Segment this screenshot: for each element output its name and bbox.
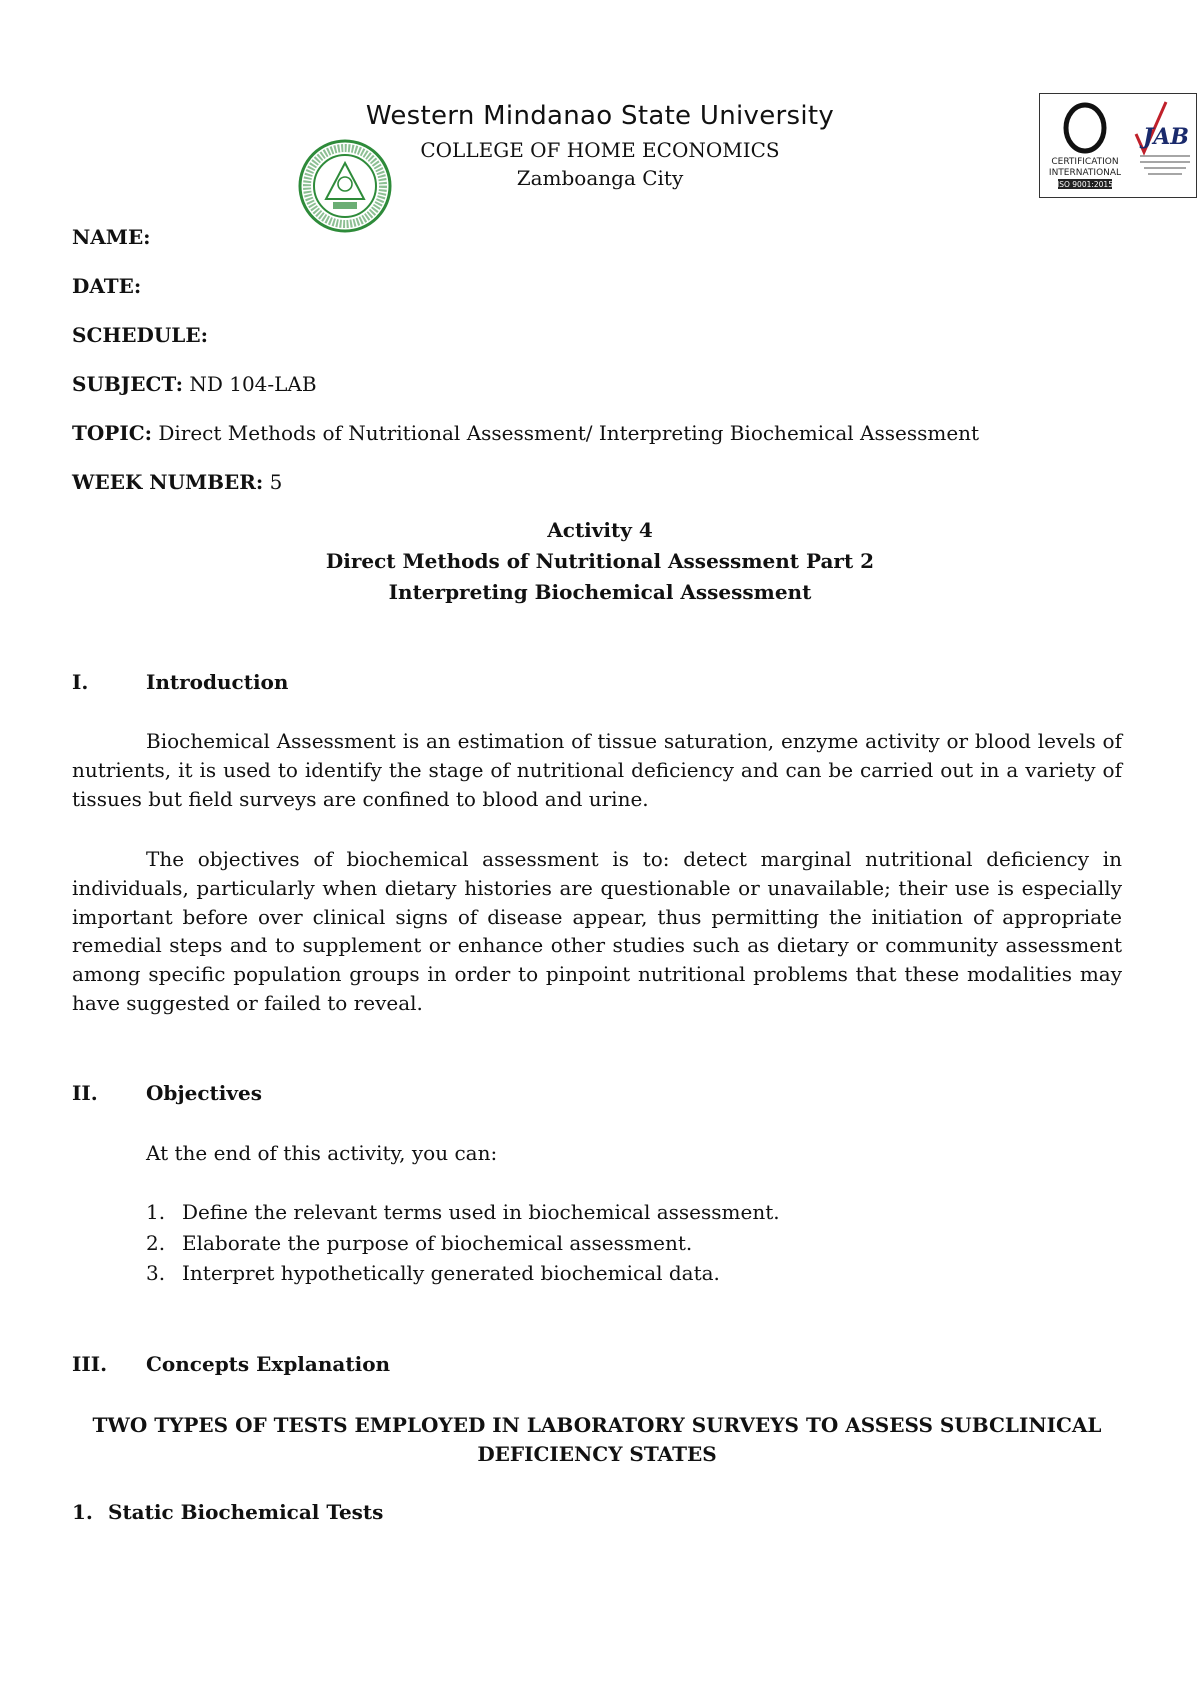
name-field — [72, 225, 151, 249]
tests-heading-line-2: DEFICIENCY STATES — [477, 1442, 717, 1466]
list-item — [146, 1228, 780, 1259]
list-item-text: Interpret hypothetically generated biochemical data. — [182, 1261, 720, 1285]
subject-label: SUBJECT: — [72, 372, 183, 396]
tests-heading — [72, 1411, 1122, 1469]
topic-field — [72, 421, 979, 445]
section-number-concepts: III. — [72, 1352, 108, 1376]
university-name: Western Mindanao State University — [365, 101, 835, 131]
list-item — [146, 1197, 780, 1228]
topic-label: TOPIC: — [72, 421, 152, 445]
week-number-field — [72, 470, 282, 494]
college-seal-logo — [298, 139, 392, 233]
jab-mark: JAB — [1142, 124, 1190, 150]
list-item — [146, 1258, 780, 1289]
schedule-label: SCHEDULE: — [72, 323, 208, 347]
cert-line2: INTERNATIONAL — [1048, 168, 1122, 178]
tests-heading-line-1: TWO TYPES OF TESTS EMPLOYED IN LABORATORY SURVEYS TO ASSESS SUBCLINICAL — [92, 1413, 1102, 1437]
intro-paragraph-2: The objectives of biochemical assessment is to: detect marginal nutritional deficiency in individuals, particularly when dietary histories are questionable or unavailable; their use is especially important before over clinical signs of disease appear, thus permitting the initiation of appropriate remedial steps and to supplement or enhance other studies such as dietary or community assessment among specific population groups in order to pinpoint nutritional problems that these modalities may have suggested or failed to reveal. — [72, 847, 1122, 1015]
schedule-field — [72, 323, 208, 347]
objectives-list — [146, 1197, 780, 1289]
week-number-value: 5 — [263, 470, 283, 494]
objectives-intro: At the end of this activity, you can: — [146, 1141, 498, 1165]
date-label: DATE: — [72, 274, 142, 298]
section-number-objectives: II. — [72, 1081, 98, 1105]
section-title-concepts: Concepts Explanation — [146, 1352, 391, 1376]
topic-value: Direct Methods of Nutritional Assessment/ Interpreting Biochemical Assessment — [152, 421, 980, 445]
list-item-number: 1. — [146, 1200, 166, 1224]
iso-certification-logo — [1039, 93, 1197, 198]
static-tests-number: 1. — [72, 1500, 93, 1524]
cert-line3: ISO 9001:2015 — [1057, 180, 1113, 189]
subject-field — [72, 372, 317, 396]
city-name: Zamboanga City — [516, 166, 684, 190]
list-item-number: 3. — [146, 1261, 166, 1285]
activity-subtitle: Interpreting Biochemical Assessment — [388, 580, 812, 604]
list-item-text: Elaborate the purpose of biochemical assessment. — [182, 1230, 693, 1255]
list-item-number: 2. — [146, 1230, 166, 1255]
section-title-objectives: Objectives — [146, 1081, 262, 1105]
list-item-text: Define the relevant terms used in biochemical assessment. — [182, 1200, 780, 1224]
activity-number: Activity 4 — [547, 518, 653, 542]
static-tests-title: Static Biochemical Tests — [108, 1500, 384, 1524]
subject-value: ND 104-LAB — [182, 372, 317, 396]
intro-paragraph-1: Biochemical Assessment is an estimation of tissue saturation, enzyme activity or blood levels of nutrients, it is used to identify the stage of nutritional deficiency and can be carried out in a variety of tissues but field surveys are confined to blood and urine. — [72, 729, 1122, 811]
date-field — [72, 274, 141, 298]
cert-line1: CERTIFICATION — [1051, 157, 1119, 167]
name-label: NAME: — [72, 225, 151, 249]
college-name: COLLEGE OF HOME ECONOMICS — [420, 138, 780, 162]
section-title-intro: Introduction — [146, 670, 289, 694]
activity-title: Direct Methods of Nutritional Assessment Part 2 — [325, 549, 875, 573]
week-number-label: WEEK NUMBER: — [72, 470, 264, 494]
section-number-intro: I. — [72, 670, 89, 694]
